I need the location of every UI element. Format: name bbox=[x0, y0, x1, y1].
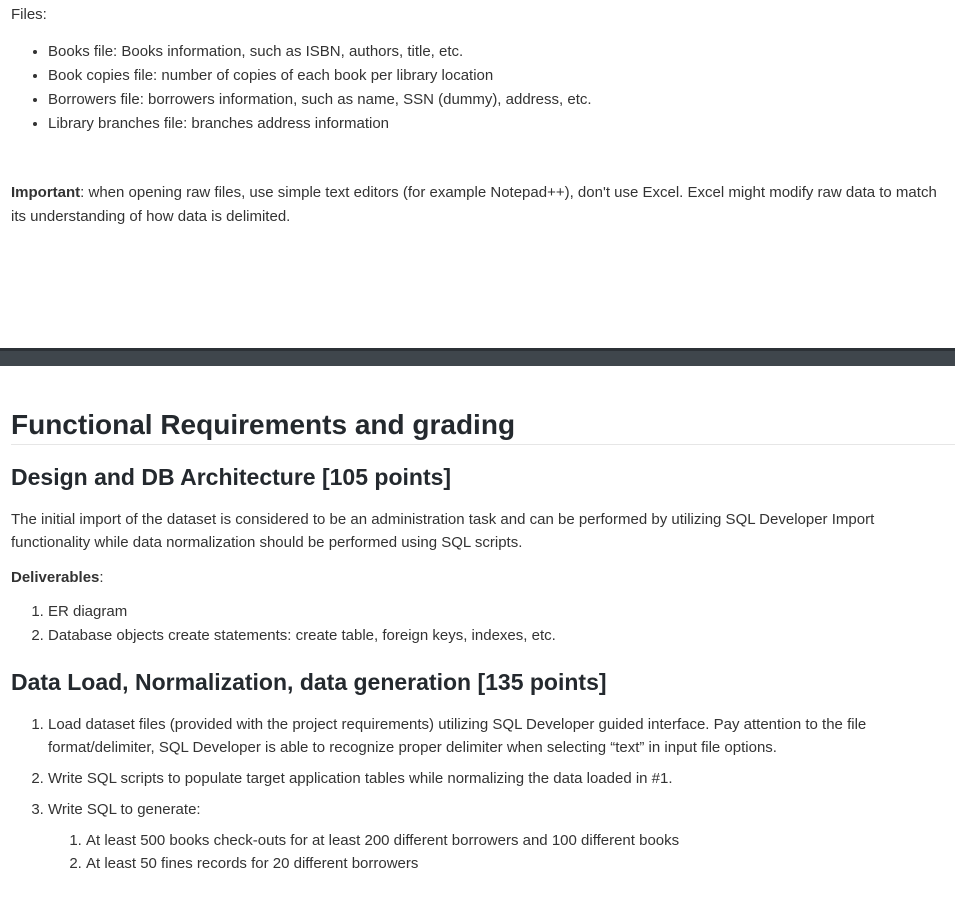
list-item: • Borrowers file: borrowers information, such as name, SSN (dummy), address, etc. bbox=[48, 88, 946, 112]
deliverables-list bbox=[11, 600, 955, 648]
files-label: Files: bbox=[11, 6, 47, 23]
list-item: 1. At least 500 books check-outs for at least 200 different borrowers and 100 different books bbox=[86, 829, 923, 852]
list-item-text: Write SQL to generate: bbox=[48, 801, 201, 818]
load-list bbox=[11, 713, 955, 875]
load-heading: Data Load, Normalization, data generation [135 points] bbox=[11, 669, 607, 695]
files-section bbox=[11, 0, 946, 136]
important-text: : when opening raw files, use simple text editors (for example Notepad++), don't use Excel. Excel might modify raw data to match its understanding of how data is delimited. bbox=[11, 184, 937, 225]
deliverables-label bbox=[11, 566, 955, 590]
list-item: 2. Write SQL scripts to populate target application tables while normalizing the data loaded in #1. bbox=[48, 767, 923, 790]
list-item bbox=[48, 798, 923, 875]
list-item: 2. At least 50 fines records for 20 different borrowers bbox=[86, 852, 923, 875]
files-list bbox=[11, 40, 946, 136]
deliverables-label-text: Deliverables bbox=[11, 569, 100, 586]
important-note bbox=[11, 181, 946, 229]
design-heading: Design and DB Architecture [105 points] bbox=[11, 464, 452, 490]
list-item: 1. Load dataset files (provided with the project requirements) utilizing SQL Developer guided interface. Pay attention to the file format/delimiter, SQL Developer is able to recognize proper delimiter when selecting “text” in input file options. bbox=[48, 713, 923, 759]
deliverables-colon: : bbox=[99, 569, 104, 586]
design-paragraph: The initial import of the dataset is considered to be an administration task and can be performed by utilizing SQL Developer Import functionality while data normalization should be performed using SQL scripts. bbox=[11, 511, 875, 551]
sub-list bbox=[48, 829, 923, 875]
list-item: 2. Database objects create statements: create table, foreign keys, indexes, etc. bbox=[48, 624, 955, 648]
page-title: Functional Requirements and grading bbox=[11, 406, 955, 445]
important-label: Important bbox=[11, 184, 81, 201]
section-divider bbox=[0, 348, 955, 366]
list-item: • Books file: Books information, such as ISBN, authors, title, etc. bbox=[48, 40, 946, 64]
list-item: • Book copies file: number of copies of each book per library location bbox=[48, 64, 946, 88]
list-item: 1. ER diagram bbox=[48, 600, 955, 624]
requirements-section bbox=[11, 406, 955, 883]
list-item: • Library branches file: branches address information bbox=[48, 112, 946, 136]
